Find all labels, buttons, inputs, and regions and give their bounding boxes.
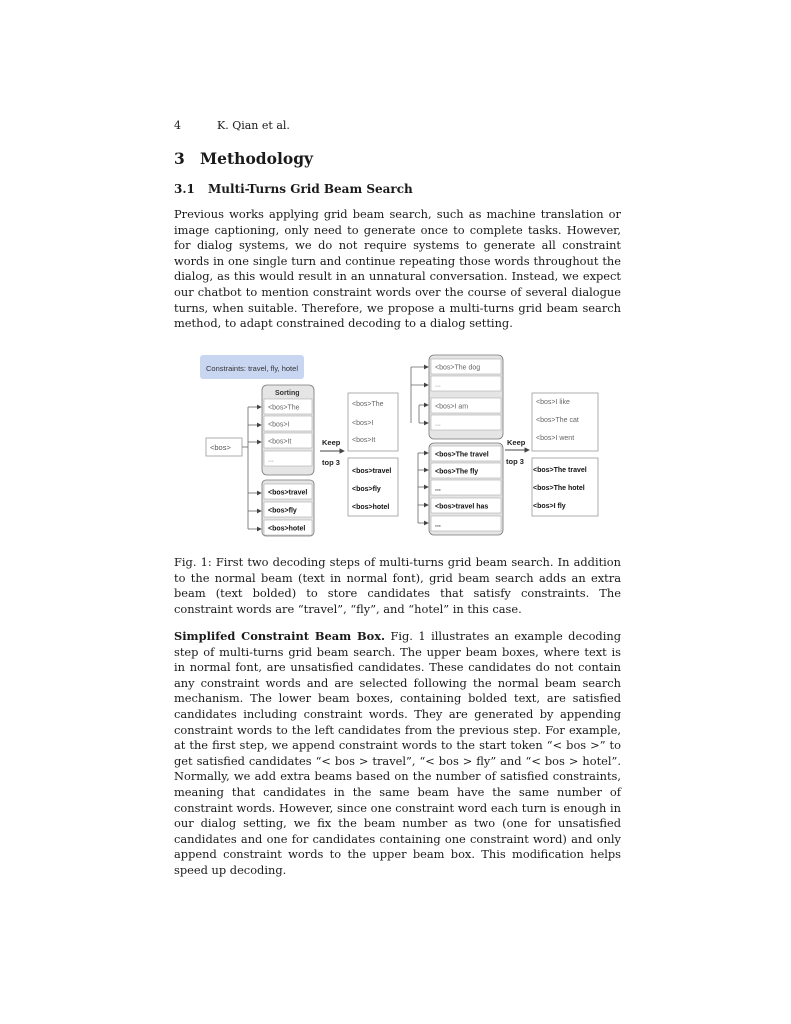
- kept1-lower-item: <bos>hotel: [352, 504, 390, 511]
- kept2-upper-item: <bos>I like: [536, 399, 570, 406]
- kept2-lower-item: <bos>I fly: [533, 503, 566, 510]
- step1-upper-item: ...: [268, 456, 274, 464]
- sorting-label: Sorting: [275, 390, 300, 397]
- step1-upper-item: <bos>I: [268, 421, 290, 429]
- step2-group2-item: <bos>I am: [435, 403, 469, 411]
- step2-lower-cell: [431, 516, 501, 531]
- constraints-label: Constraints: travel, fly, hotel: [206, 364, 298, 373]
- section-number: 3: [174, 149, 185, 168]
- page-number: 4: [174, 119, 181, 132]
- figure-caption: [174, 555, 621, 617]
- step2-group1-item: ...: [435, 381, 441, 389]
- step2-lower-item: <bos>The travel: [435, 451, 489, 459]
- kept1-upper-item: <bos>The: [352, 401, 384, 408]
- step2-group2-cell: [431, 415, 501, 430]
- section-title: Methodology: [200, 149, 314, 168]
- kept2-lower-item: <bos>The hotel: [533, 485, 585, 492]
- kept2-upper-item: <bos>I went: [536, 435, 575, 442]
- step2-lower-item: ...: [435, 485, 441, 493]
- step2-group1-cell: [431, 376, 501, 391]
- paragraph-body: Fig. 1 illustrates an example decoding step of multi-turns grid beam search. The upper beam boxes, where text is in normal font, are unsatisfied candidates. These candidates do not contain any constraint words and are selected following the normal beam search mechanism. The lower beam boxes, containing bolded text, are satisfied candidates including constraint words. They are generated by appending constraint words to the left candidates from the previous step. For example, at the first step, we append constraint words to the start token “< bos >” to get satisfied candidates “< bos > travel”, “< bos > fly” and “< bos > hotel”. Normally, we add extra beams based on the number of satisfied constraints, meaning that candidates in the same beam have the same number of constraint words. However, since one constraint word each turn is enough in our dialog setting, we fix the beam number as two (one for unsatisfied candidates and one for candidates containing one constraint word) and only append constraint words to the upper beam box. This modification helps speed up decoding.: [174, 629, 621, 877]
- step2-group2-item: ...: [435, 420, 441, 428]
- step2-lower-item: <bos>The fly: [435, 468, 479, 476]
- paragraph-intro: Previous works applying grid beam search, such as machine translation or image captioning, only need to generate once to complete tasks. However, for dialog systems, we do not require systems to generate all constraint words in one single turn and continue repeating those words throughout the dialog, as this would result in an unnatural conversation. Instead, we expect our chatbot to mention constraint words over the course of several dialogue turns, when suitable. Therefore, we propose a multi-turns grid beam search method, to adapt constrained decoding to a dialog setting.: [174, 207, 621, 331]
- kept1-upper-item: <bos>It: [352, 437, 376, 444]
- keep-label-1: Keep: [322, 438, 341, 447]
- kept2-lower-item: <bos>The travel: [533, 467, 587, 474]
- step1-lower-item: <bos>fly: [268, 507, 297, 515]
- subsection-number: 3.1: [174, 182, 195, 196]
- subsection-title: Multi-Turns Grid Beam Search: [208, 182, 413, 196]
- section-heading: [174, 149, 313, 168]
- step1-lower-item: <bos>hotel: [268, 525, 306, 533]
- step1-upper-item: <bos>It: [268, 438, 292, 446]
- figure-grid-beam-search: [198, 353, 602, 539]
- step2-lower-item: <bos>travel has: [435, 503, 489, 511]
- step2-lower-item: ...: [435, 521, 441, 529]
- step2-lower-cell: [431, 480, 501, 495]
- paragraph-constraint-beam-box: [174, 629, 621, 879]
- kept1-upper-item: <bos>I: [352, 420, 374, 427]
- figure-caption-text: First two decoding steps of multi-turns grid beam search. In addition to the normal beam (text in normal font), grid beam search adds an extra beam (text bolded) to store candidates that satisfy constraints. The constraint words are “travel”, “fly”, and “hotel” in this case.: [174, 555, 622, 616]
- paragraph-runin-heading: Simplifed Constraint Beam Box.: [174, 629, 385, 643]
- kept1-lower-item: <bos>travel: [352, 468, 392, 475]
- subsection-heading: [174, 182, 413, 196]
- step1-lower-item: <bos>travel: [268, 489, 308, 497]
- top3-label-2: top 3: [506, 457, 524, 466]
- bos-start-label: <bos>: [210, 443, 231, 452]
- step2-group1-item: <bos>The dog: [435, 364, 481, 372]
- kept2-upper-item: <bos>The cat: [536, 417, 579, 424]
- top3-label-1: top 3: [322, 458, 340, 467]
- keep-label-2: Keep: [507, 438, 526, 447]
- kept1-lower-item: <bos>fly: [352, 486, 381, 493]
- step1-upper-item: <bos>The: [268, 404, 300, 412]
- running-head-authors: K. Qian et al.: [217, 119, 290, 132]
- figure-caption-label: Fig. 1:: [174, 555, 212, 569]
